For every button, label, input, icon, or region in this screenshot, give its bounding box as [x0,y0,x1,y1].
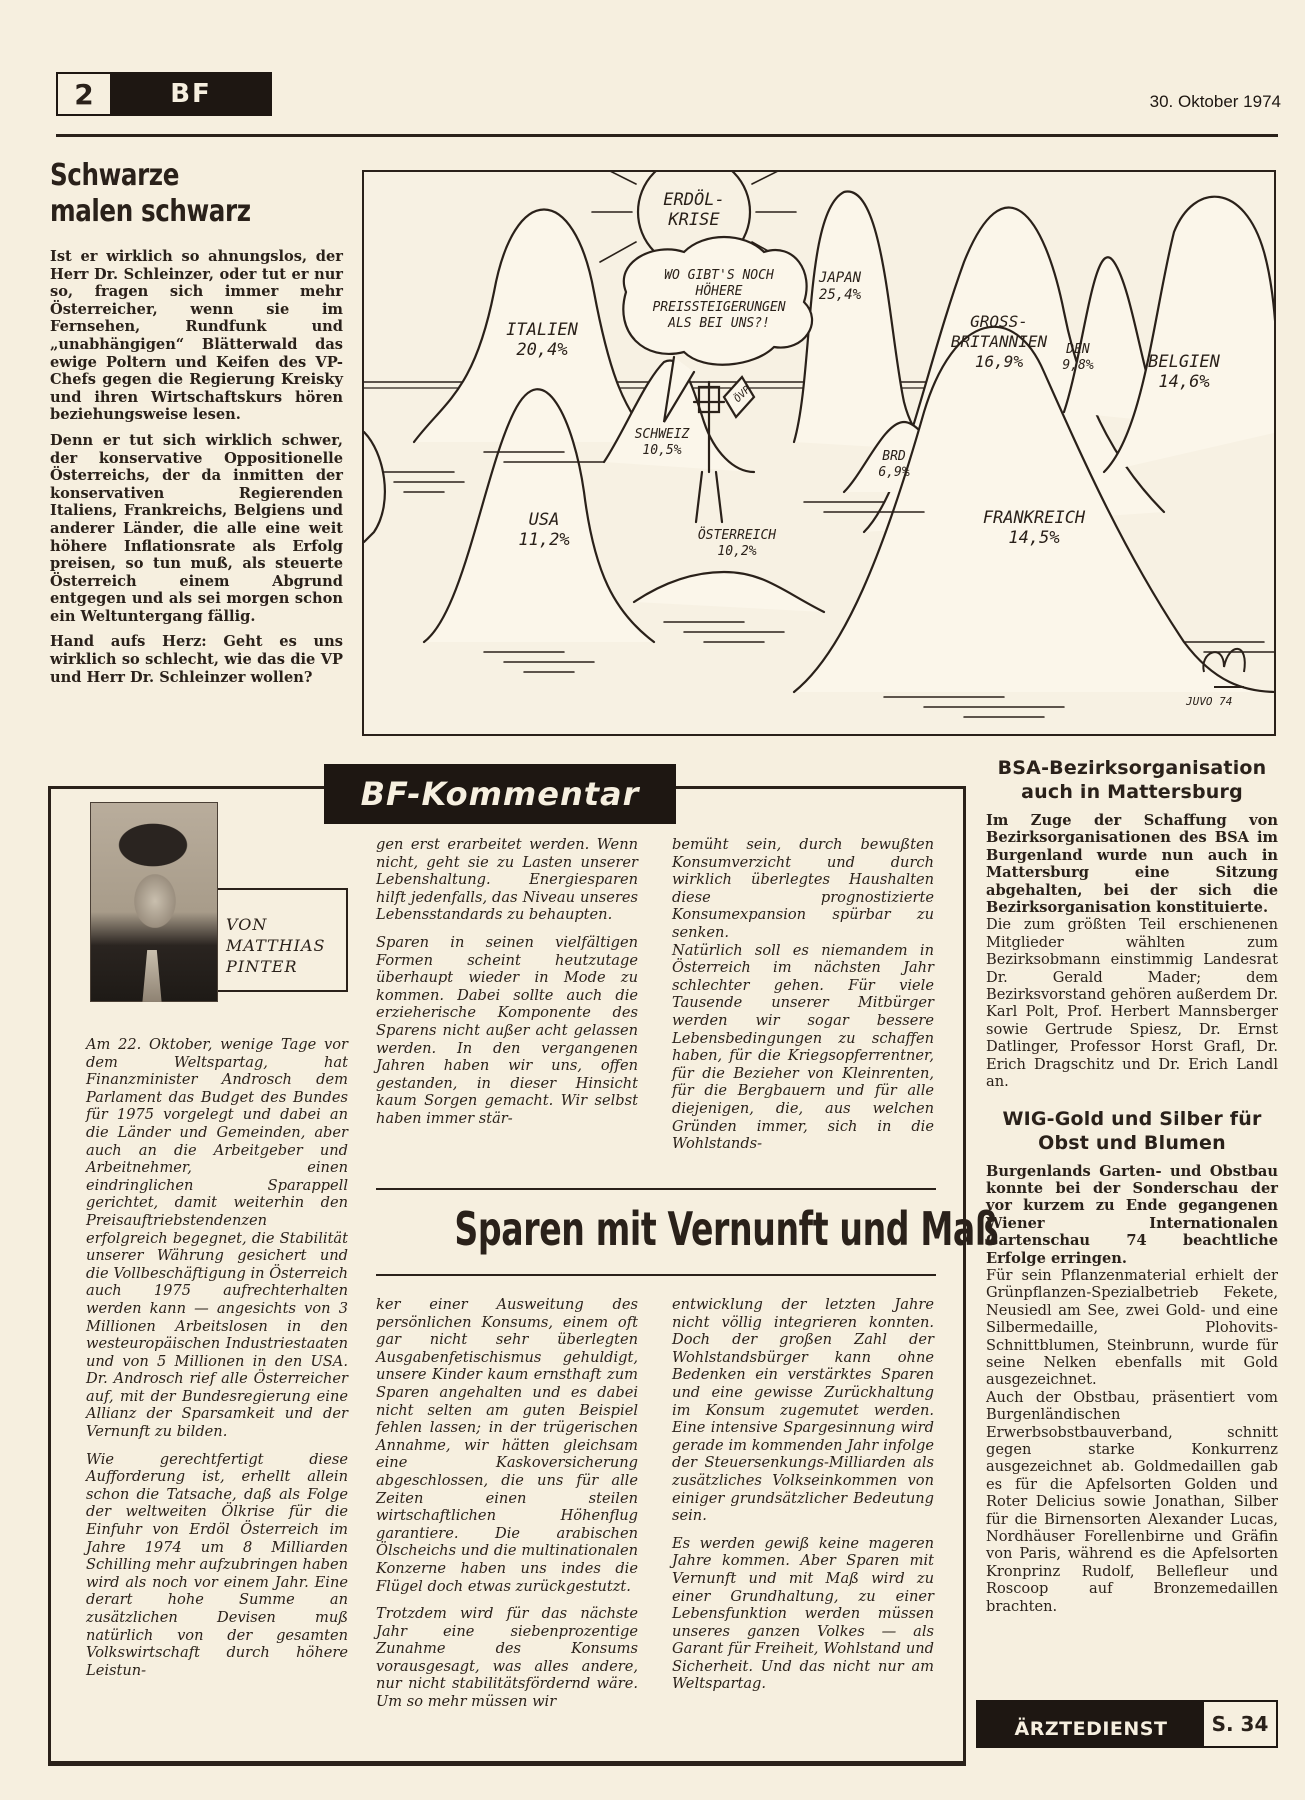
author-byline: VON MATTHIAS PINTER [218,888,348,992]
left-article-body [50,248,343,694]
paragraph: Natürlich soll es niemandem in Österreich im nächsten Jahr schlechter gehen. Für viele Tausende unserer Mitbürger werden wir sogar bessere Lebensbedingungen zu schaffen haben, für die Kriegsopferrentner, für die Bezieher von Kleinrenten, für die Bergbauern und für alle diejenigen, die, aus welchen Gründen immer, sich in die Wohlstands- [672,941,934,1153]
island-label: ITALIEN 20,4% [506,320,578,360]
wig-headline: WIG-Gold und Silber für Obst und Blumen [1002,1107,1262,1154]
kommentar-column-3-top [672,836,934,1153]
box-rule [48,786,324,789]
page-number: 2 [58,74,112,114]
headline-rule [376,1274,936,1276]
bsa-headline: BSA-Bezirksorganisation auch in Mattersburg [997,757,1267,803]
paragraph: ker einer Ausweitung des persönlichen Konsums, einem oft gar nicht sehr überlegten Ausgabenfetischismus gehuldigt, unsere Kinder kaum ernsthaft zum Sparen angehalten und es dabei nicht selten am guten Beispiel fehlen lassen; in der trügerischen Annahme, wir hätten gleichsam eine Kaskoversicherung abgeschlossen, die uns für alle Zeiten einen steilen wirtschaftlichen Höhenflug garantiere. Die arabischen Ölscheichs und die multinationalen Konzerne haben uns indes die Flügel doch etwas zurückgestutzt. [376,1296,638,1595]
wig-body: Für sein Pflanzenmaterial erhielt der Grünpflanzen-Spezialbetrieb Fekete, Neusiedl am See, zwei Gold- und eine Silbermedaille, Plohovits-Schnittblumen, Steinbrunn, wurde für seine Nelken ebenfalls mit Gold ausgezeichnet. [986,1266,1278,1389]
top-rule [56,134,1278,137]
box-rule [676,786,966,789]
paragraph: Hand aufs Herz: Geht es uns wirklich so schlecht, wie das die VP und Herr Dr. Schleinzer wollen? [50,633,343,686]
island-label: JAPAN 25,4% [818,270,862,303]
paragraph: entwicklung der letzten Jahre nicht völlig integrieren konnten. Doch der großen Zahl der Wohlstandsbürger kann ohne Bedenken ein verstärktes Sparen und eine gewisse Zurückhaltung im Konsum zugemutet werden. Eine intensive Spargesinnung wird gerade im kommenden Jahr infolge der Steuersenkungs-Milliarden als zusätzliches Volkseinkommen von einiger grundsätzlicher Bedeutung sein. [672,1296,934,1525]
kommentar-column-2-bottom [376,1296,638,1711]
wig-lead: Burgenlands Garten- und Obstbau konnte bei der Sonderschau der vor kurzem zu Ende gegangenen Wiener Internationalen Gartenschau 74 beachtliche Erfolge erringen. [986,1162,1278,1267]
bsa-body: Die zum größten Teil erschienenen Mitglieder wählten zum Bezirksobmann einstimmig Landesrat Dr. Gerald Mader; dem Bezirksvorstand gehören außerdem Dr. Karl Polt, Prof. Herbert Mannsberger sowie Gertrude Spiesz, Dr. Ernst Datlinger, Professor Horst Grafl, Dr. Erich Dragschitz und Dr. Erich Landl an. [986,916,1278,1091]
island-label: BRD 6,9% [878,449,910,480]
paragraph: Denn er tut sich wirklich schwer, der konservative Oppositionelle Österreichs, der da inmitten der konservativen Regierenden Italiens, Frankreichs, Belgiens und anderer Länder, die alle eine weit höhere Inflationsrate als Erfolg preisen, so tun muß, als steuerte Österreich einem Abgrund entgegen und als sei morgen schon ein Weltuntergang fällig. [50,431,343,625]
kommentar-banner: BF-Kommentar [324,764,676,824]
headline-rule [376,1188,936,1190]
paragraph: Wie gerechtfertigt diese Aufforderung ist, erhellt allein schon die Tatsache, daß als Folge der weltweiten Ölkrise für die Einfuhr von Erdöl Österreich im Jahre 1974 um 8 Milliarden Schilling mehr aufzubringen haben wird als noch vor einem Jahr. Eine derart hohe Summe an zusätzlichen Devisen muß natürlich von der gesamten Volkswirtschaft durch höhere Leistun- [86,1450,348,1679]
bsa-lead: Im Zuge der Schaffung von Bezirksorganisationen des BSA im Burgenland wurde nun auch in Mattersburg eine Sitzung abgehalten, bei der sich die Bezirksorganisation konstituierte. [986,812,1278,917]
kommentar-column-1 [86,1036,348,1679]
island-label: USA 11,2% [518,510,570,550]
island-label: SCHWEIZ 10,5% [634,427,690,458]
kommentar-column-3-bottom [672,1296,934,1693]
paragraph: Trotzdem wird für das nächste Jahr eine siebenprozentige Zunahme des Konsums vorausgesagt, was alles andere, nur nicht stabilitätsfördernd wäre. Um so mehr müssen wir [376,1605,638,1711]
masthead [56,72,272,116]
issue-date: 30. Oktober 1974 [1149,92,1281,111]
left-article-title: Schwarze malen schwarz [50,158,251,229]
teaser-label: ÄRZTEDIENST [978,1702,1204,1746]
island-label: GROSS-BRITANNIEN 16,9% [950,312,1048,371]
aerztedienst-teaser[interactable] [976,1700,1278,1748]
wig-body: Auch der Obstbau, präsentiert vom Burgenländischen Erwerbsobstbauverband, schnitt gegen starke Konkurrenz ausgezeichnet ab. Goldmedaillen gab es für die Apfelsorten Golden und Roter Delicius sowie Jonathan, Silber für die Birnensorten Alexander Lucas, Nordhäuser Forellenbirne und Gräfin von Paris, während es die Apfelsorten Kronprinz Rudolf, Bellefleur und Roscoop auf Bronzemedaillen brachten. [986,1388,1278,1615]
island-label: ÖSTERREICH 10,2% [697,528,777,559]
teaser-page-ref: S. 34 [1204,1702,1276,1746]
sign-label: ÖVP [732,384,753,405]
paragraph: gen erst erarbeitet werden. Wenn nicht, geht sie zu Lasten unserer Lebenshaltung. Energiesparen hilft jedenfalls, das Niveau unseres Lebensstandards zu behaupten. [376,836,638,924]
speech-bubble: WO GIBT'S NOCH HÖHERE PREISSTEIGERUNGEN ALS BEI UNS?! [652,268,786,331]
island-label: FRANKREICH 14,5% [982,508,1086,548]
sun-label: ERDÖL-KRISE [663,190,725,230]
editorial-cartoon [362,170,1276,736]
artist-signature: JUVO 74 [1186,695,1233,708]
paragraph: Sparen in seinen vielfältigen Formen scheint heutzutage überhaupt wieder in Mode zu kommen. Dabei sollte auch die erzieherische Komponente des Sparens nicht außer acht gelassen werden. In den vergangenen Jahren haben wir uns, offen gestanden, in dieser Hinsicht kaum Sorgen gemacht. Wir selbst haben immer stär- [376,933,638,1127]
island-label: DEN 9,8% [1062,342,1094,373]
paragraph: Es werden gewiß keine mageren Jahre kommen. Aber Sparen mit Vernunft und mit Maß wird zu einer Grundhaltung, zu einer Lebensfunktion werden müssen unseres ganzen Volkes — als Garant für Freiheit, Wohlstand und Sicherheit. Und das nicht nur am Weltspartag. [672,1534,934,1693]
paragraph: Ist er wirklich so ahnungslos, der Herr Dr. Schleinzer, oder tut er nur so, fragen sich immer mehr Österreicher, wenn sie im Fernsehen, Rundfunk und „unabhängigen“ Blätterwald das ewige Poltern und Keifen des VP-Chefs gegen die Regierung Kreisky und ihren Wirtschaftskurs hören beziehungsweise lesen. [50,248,343,424]
paragraph: bemüht sein, durch bewußten Konsumverzicht und durch wirklich überlegtes Haushalten diese prognostizierte Konsumexpansion spürbar zu senken. [672,836,934,941]
kommentar-column-2-top [376,836,638,1128]
kommentar-headline: Sparen mit Vernunft und Maß [454,1202,999,1256]
cartoon-drawing [364,172,1276,736]
island-label: BELGIEN 14,6% [1148,352,1220,392]
right-column [986,756,1278,1615]
paper-tag: BF [112,74,270,114]
paragraph: Am 22. Oktober, wenige Tage vor dem Weltspartag, hat Finanzminister Androsch dem Parlament das Budget des Bundes für 1975 vorgelegt und dabei an die Länder und Gemeinden, aber auch an die Arbeitgeber und Arbeitnehmer, einen eindringlichen Sparappell gerichtet, damit weiterhin den Preisauftriebstendenzen erfolgreich begegnet, die Stabilität unserer Währung gesichert und die Vollbeschäftigung in Österreich auch 1975 aufrechterhalten werden kann — angesichts von 3 Millionen Arbeitslosen in den westeuropäischen Industriestaaten und von 5 Millionen in den USA. Dr. Androsch rief alle Österreicher auf, mit der Bundesregierung eine Allianz der Sparsamkeit und der Vernunft zu bilden. [86,1036,348,1441]
